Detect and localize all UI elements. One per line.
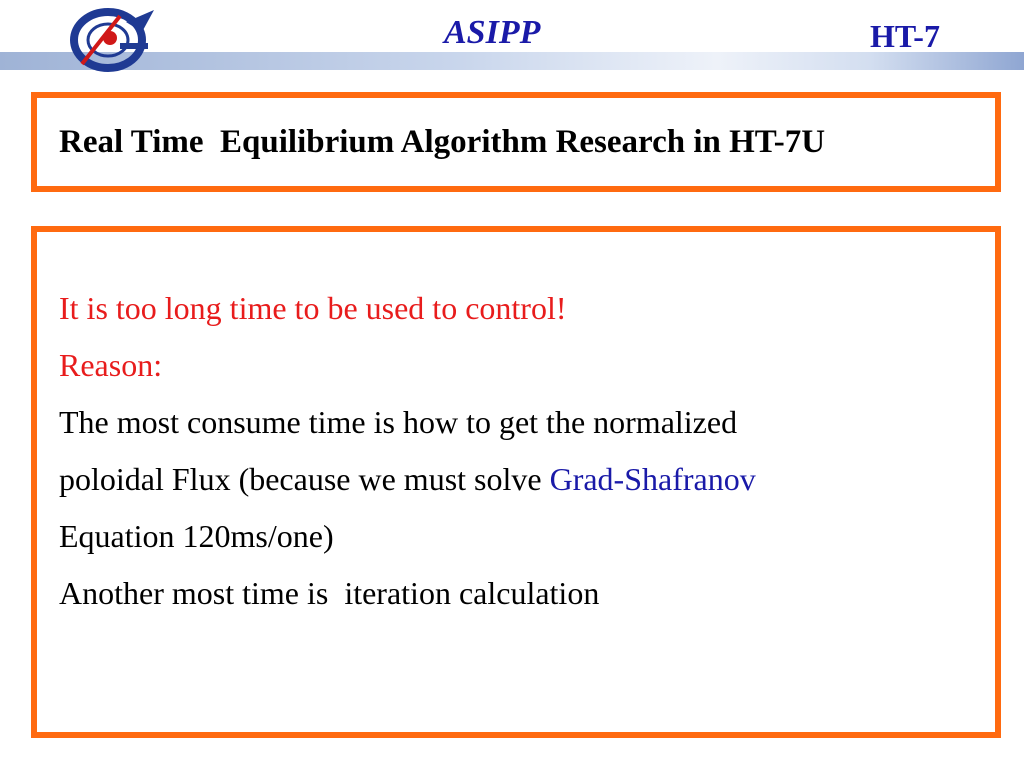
project-name: HT-7: [870, 18, 940, 54]
content-box: [31, 226, 1001, 738]
asipp-logo-icon: [62, 2, 162, 74]
body-line-4-text: poloidal Flux (because we must solve: [59, 461, 550, 497]
body-line-6: Another most time is iteration calculation: [59, 575, 600, 611]
body-line-5: Equation 120ms/one): [59, 518, 334, 554]
slide-body: [59, 280, 979, 622]
slide-title: Real Time Equilibrium Algorithm Research in HT-7U: [59, 124, 826, 160]
body-line-3: The most consume time is how to get the normalized: [59, 404, 738, 440]
body-line-4: [59, 451, 979, 508]
grad-shafranov-highlight: Grad-Shafranov: [549, 461, 756, 497]
organization-name: ASIPP: [444, 14, 541, 51]
title-box: [31, 92, 1001, 192]
body-line-1: It is too long time to be used to control!: [59, 290, 567, 326]
body-line-2: Reason:: [59, 347, 163, 383]
